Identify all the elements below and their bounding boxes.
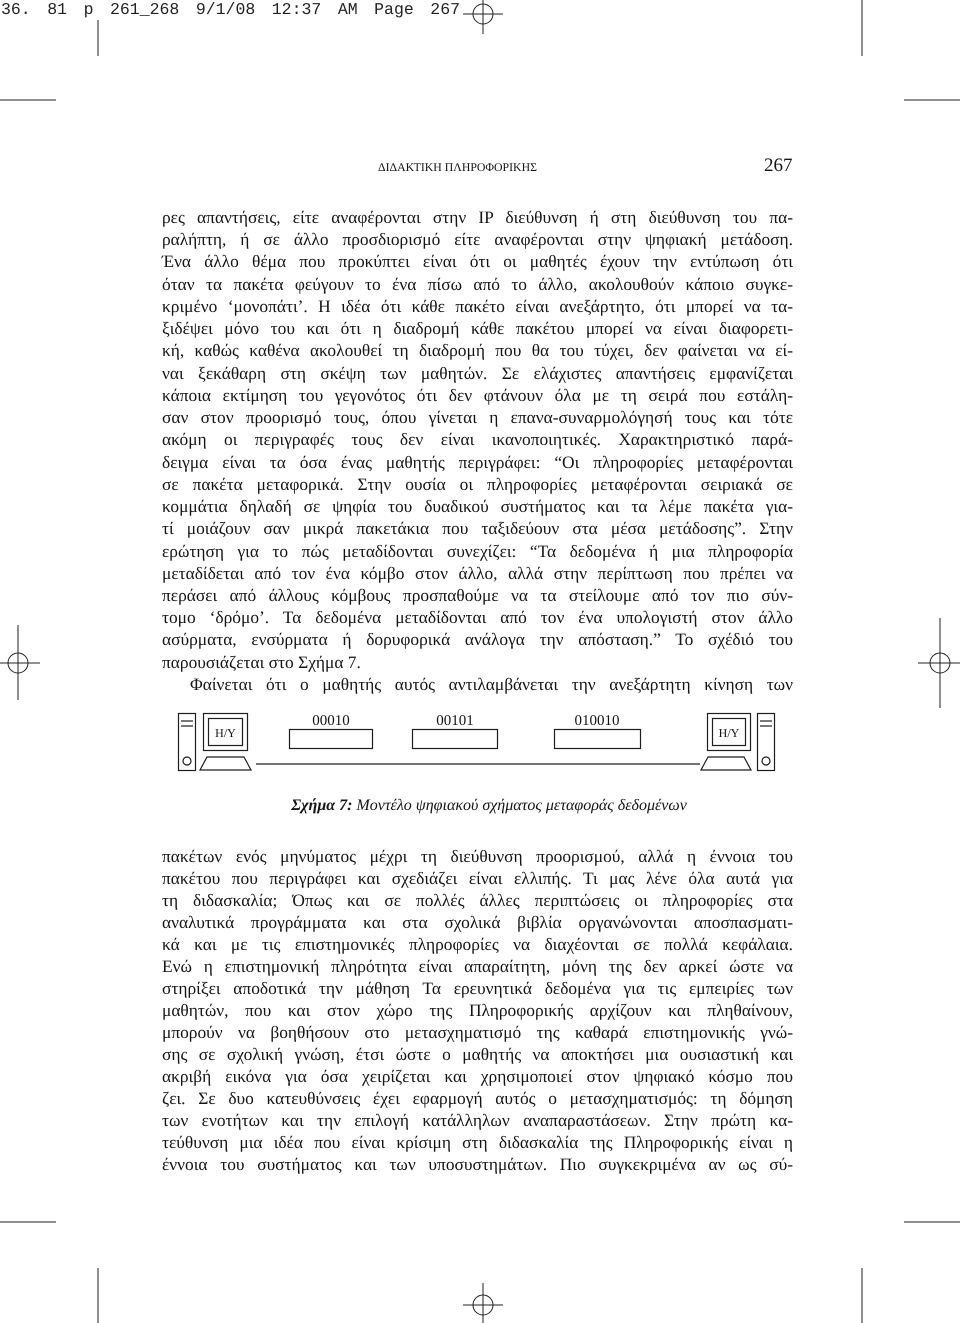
body-text-line: ρες απαντήσεις, είτε αναφέρονται στην IP διεύθυνση ή στη διεύθυνση του πα- (162, 207, 793, 227)
body-text-line: ναι ξεκάθαρη στη σκέψη των μαθητών. Σε ελάχιστες απαντήσεις εμφανίζεται (162, 362, 793, 383)
keyboard-icon (200, 757, 251, 770)
body-text-line: ακόμη οι περιγραφές τους δεν είναι ικανοποιητικές. Χαρακτηριστικό παρά- (162, 429, 793, 450)
body-section-upper (162, 206, 793, 695)
system-unit-icon (179, 714, 196, 771)
packet (555, 713, 641, 749)
body-text-line: κομμάτια δηλαδή σε ψηφία του δυαδικού συστήματος και τα λέμε πακέτα για- (162, 496, 793, 517)
figure-caption-label: Σχήμα 7: (291, 797, 353, 814)
body-text-line: ερώτηση για το πώς μεταδίδονται συνεχίζει: “Τα δεδομένα ή μια πληροφορία (162, 540, 793, 561)
body-text-line: στηρίξει αποδοτικά την μάθηση Τα ερευνητικά δεδομένα για τις εμπειρίες των (162, 978, 793, 998)
monitor-icon (708, 714, 751, 751)
body-text-line: Ενώ η επιστημονική πληρότητα είναι απαραίτητη, μόνη της δεν αρκεί ώστε να (162, 956, 793, 976)
packet-bits: 00101 (436, 713, 474, 729)
body-text-line: έννοια του συστήματος και των υποσυστημάτων. Πιο συγκεκριμένα αν ως σύ- (162, 1154, 793, 1174)
body-text-line: ραλήπτη, ή σε άλλο προσδιορισμό είτε αναφέρονται στην ψηφιακή μετάδοση. (162, 229, 793, 250)
body-text-line: Ένα άλλο θέμα που προκύπτει είναι ότι οι μαθητές έχουν την εντύπωση ότι (162, 251, 793, 272)
print-slug: 36. 81 p 261_268 9/1/08 12:37 AM Page 267 (1, 0, 460, 19)
body-text-line: κή, καθώς καθένα ακολουθεί τη διαδρομή που θα του τύχει, δεν φαίνεται να εί- (162, 340, 793, 361)
body-text-line: αναλυτικά προγράμματα και στα σχολικά βιβλία οργανώνονται αποσπασματι- (162, 912, 793, 932)
running-head-title: ΔΙΔΑΚΤΙΚΗ ΠΛΗΡΟΦΟΡΙΚΗΣ (378, 160, 537, 174)
monitor-icon (204, 714, 248, 751)
body-text-line: περάσει από άλλους κόμβους προσπαθούμε να τα στείλουμε από τον πιο σύν- (162, 584, 793, 605)
body-text-line: μεταδίδεται από τον ένα κόμβο στον άλλο, αλλά στην περίπτωση που πρέπει να (162, 562, 793, 583)
packet-bits: 00010 (312, 713, 350, 729)
system-unit-icon (758, 714, 775, 771)
registration-mark-icon (0, 625, 40, 700)
registration-mark-icon (463, 1283, 503, 1323)
body-text-line: ασύρματα, ενσύρματα ή δορυφορικά ανάλογα την απόσταση.” Το σχέδιό του (162, 629, 793, 650)
body-text-line: πακέτων ενός μηνύματος μέχρι τη διεύθυνση προορισμού, αλλά η έννοια του (162, 846, 793, 866)
registration-mark-icon (918, 618, 960, 708)
body-text-line: τί μοιάζουν σαν μικρά πακετάκια που ταξιδεύουν στα μέσα μετάδοσης”. Στην (162, 518, 793, 539)
body-text-line: τομο ‘δρόμο’. Τα δεδομένα μεταδίδονται από τον ένα υπολογιστή στον άλλο (162, 607, 793, 628)
body-text-line: τη διδασκαλία; Όπως και σε πολλές άλλες περιπτώσεις οι πληροφορίες στα (162, 890, 793, 910)
body-text-line: όταν τα πακέτα φεύγουν το ένα πίσω από το άλλο, ακολουθούν κάποιο συγκε- (162, 273, 793, 294)
page-number: 267 (764, 155, 793, 176)
keyboard-icon (701, 757, 751, 770)
registration-mark-icon (463, 0, 503, 34)
body-text-line: κάποια εκτίμηση του γεγονότος ότι δεν φτάνουν όλα με τη σειρά που εστάλη- (162, 384, 793, 405)
body-text-line: σαν στον προορισμό τους, όπου γίνεται η επανα-συναρμολόγησή τους και τότε (162, 407, 793, 428)
body-text-line: κριμένο ‘μονοπάτι’. Η ιδέα ότι κάθε πακέτο είναι ανεξάρτητο, ότι μπορεί να τα- (162, 295, 793, 316)
body-text-line: πακέτου που περιγράφει και σχεδιάζει είναι ελλιπής. Τι μας λένε όλα αυτά για (162, 868, 793, 888)
body-text-line: των ενοτήτων και την επιλογή κατάλληλων αναπαραστάσεων. Στην πρώτη κα- (162, 1110, 793, 1130)
body-section-lower (162, 845, 793, 1175)
body-text-line: ακριβή εικόνα για όσα χειρίζεται και χρησιμοποιεί στον ψηφιακό κόσμο που (162, 1066, 793, 1086)
body-text-line: σης σε σχολική γνώση, έτσι ώστε ο μαθητής να αποκτήσει μια ουσιαστική και (162, 1044, 793, 1064)
network-figure (170, 705, 785, 777)
body-text-line: μαθητών, που και στον χώρο της Πληροφορικής αρχίζουν και πληθαίνουν, (162, 1000, 793, 1020)
monitor-label: H/Y (718, 726, 740, 740)
body-text-line: δειγμα είναι τα όσα ένας μαθητής περιγράφει: “Οι πληροφορίες μεταφέρονται (162, 451, 793, 472)
figure-caption-text: Μοντέλο ψηφιακού σχήματος μεταφοράς δεδομένων (356, 797, 687, 814)
body-text-line: κά και με τις επιστημονικές πληροφορίες να διαχέονται σε πολλά κεφάλαια. (162, 934, 793, 954)
body-text-line: ξιδέψει μόνο του και ότι η διαδρομή κάθε πακέτου μπορεί να είναι διαφορετι- (162, 318, 793, 339)
body-text-line: σε πακέτα μεταφορικά. Στην ουσία οι πληροφορίες μεταφέρονται σειριακά σε (162, 473, 793, 494)
monitor-label: H/Y (215, 726, 236, 740)
packet (290, 713, 373, 749)
packet (413, 713, 498, 749)
packet-bits: 010010 (574, 713, 620, 729)
body-text-line: Φαίνεται ότι ο μαθητής αυτός αντιλαμβάνεται την ανεξάρτητη κίνηση των (190, 673, 793, 694)
body-text-line: μπορούν να βοηθήσουν στο μετασχηματισμό της καθαρά επιστημονικής γνώ- (162, 1022, 793, 1042)
computer-sender (179, 714, 252, 771)
body-text-line: ζει. Σε δυο κατευθύνσεις έχει εφαρμογή αυτός ο μετασχηματισμός: τη δόμηση (162, 1088, 793, 1108)
body-text-line: τεύθυνση μια ιδέα που είναι κρίσιμη στη διδασκαλία της Πληροφορικής είναι η (162, 1132, 793, 1152)
figure-caption (199, 796, 779, 816)
computer-receiver (701, 714, 775, 771)
body-text-line: παρουσιάζεται στο Σχήμα 7. (162, 651, 361, 672)
